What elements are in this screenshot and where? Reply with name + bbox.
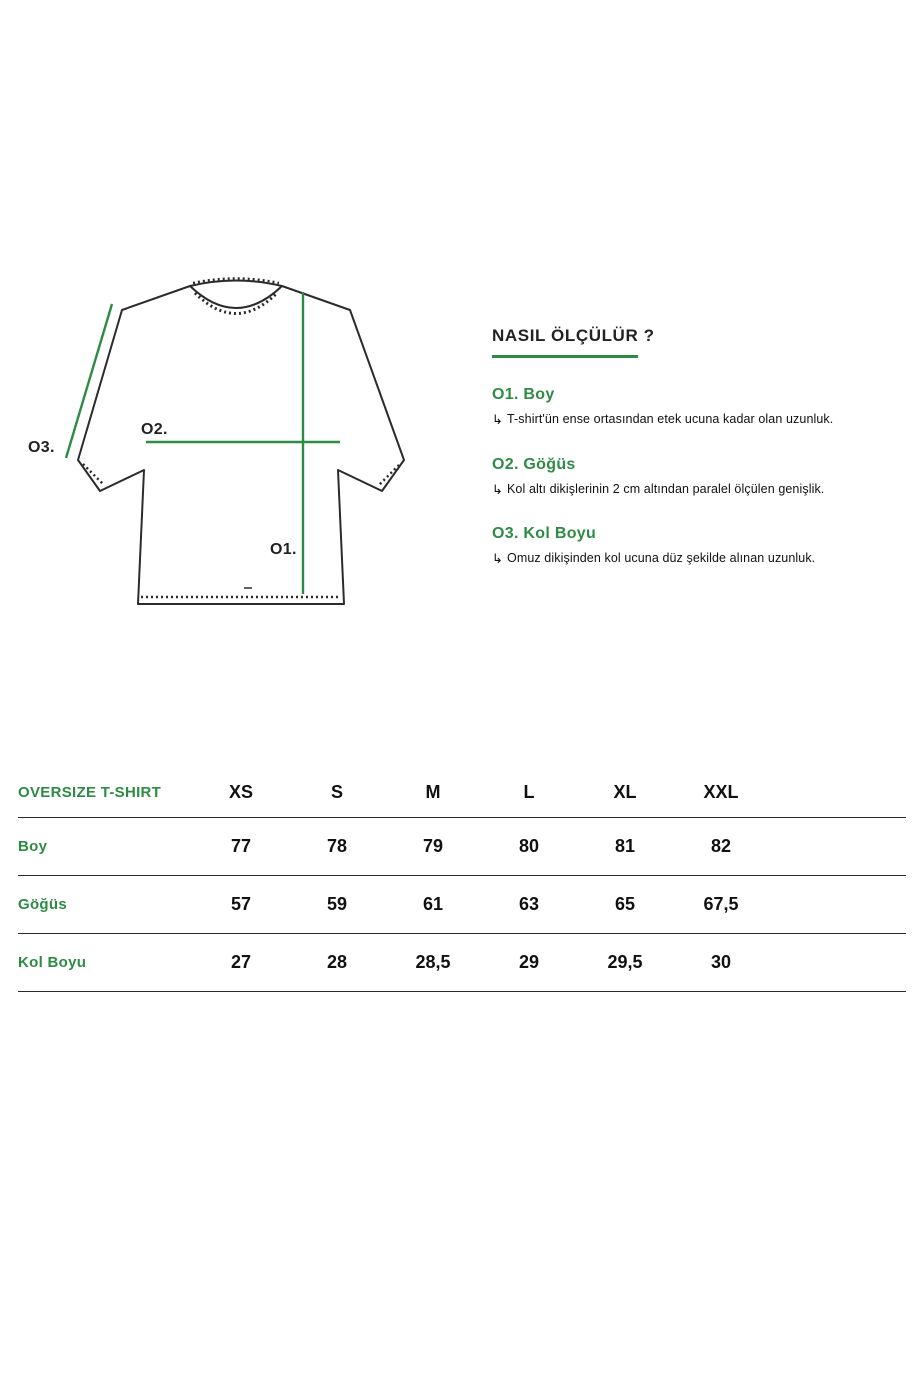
cell-value: 27 bbox=[230, 952, 252, 972]
cell-value: 65 bbox=[614, 894, 636, 914]
cell-value: 78 bbox=[326, 836, 348, 856]
measure-section-boy bbox=[492, 386, 892, 428]
size-header-xs: XS bbox=[228, 782, 253, 802]
cell-value: 79 bbox=[422, 836, 444, 856]
how-to-title: NASIL ÖLÇÜLÜR ? bbox=[492, 326, 655, 345]
measure-label-o1: O1. bbox=[270, 541, 297, 558]
cell-value: 77 bbox=[230, 836, 252, 856]
tshirt-measurement-diagram bbox=[20, 270, 440, 620]
measure-section-kol-boyu bbox=[492, 525, 892, 567]
size-header-xxl: XXL bbox=[703, 782, 739, 802]
cell-value: 29 bbox=[518, 952, 540, 972]
cell-value: 61 bbox=[422, 894, 444, 914]
measure-description-kol-boyu bbox=[492, 551, 892, 567]
size-header-s: S bbox=[330, 782, 343, 802]
measure-description-text: Kol altı dikişlerinin 2 cm altından paralel ölçülen genişlik. bbox=[507, 481, 825, 496]
cell-value: 29,5 bbox=[607, 952, 643, 972]
table-row-gogus bbox=[18, 876, 906, 934]
cell-value: 59 bbox=[326, 894, 348, 914]
row-label: Göğüs bbox=[18, 896, 67, 913]
return-arrow-icon: ↳ bbox=[492, 412, 503, 427]
size-table bbox=[18, 768, 906, 992]
how-to-measure-panel bbox=[492, 326, 892, 567]
row-label: Kol Boyu bbox=[18, 954, 87, 971]
cell-value: 57 bbox=[230, 894, 252, 914]
cell-value: 28,5 bbox=[415, 952, 451, 972]
cell-value: 30 bbox=[710, 952, 732, 972]
measure-description-text: Omuz dikişinden kol ucuna düz şekilde alınan uzunluk. bbox=[507, 551, 816, 566]
measure-description-boy bbox=[492, 412, 892, 428]
size-header-xl: XL bbox=[613, 782, 637, 802]
measure-heading-kol-boyu: O3. Kol Boyu bbox=[492, 525, 597, 543]
measure-heading-gogus: O2. Göğüs bbox=[492, 455, 576, 473]
tshirt-illustration bbox=[20, 270, 440, 620]
cell-value: 81 bbox=[614, 836, 636, 856]
measure-section-gogus bbox=[492, 456, 892, 498]
measure-description-text: T-shirt'ün ense ortasından etek ucuna kadar olan uzunluk. bbox=[507, 412, 834, 426]
title-underline bbox=[492, 355, 638, 358]
return-arrow-icon: ↳ bbox=[492, 481, 503, 497]
cell-value: 82 bbox=[710, 836, 732, 856]
cell-value: 80 bbox=[518, 836, 540, 856]
size-header-m: M bbox=[425, 782, 441, 802]
table-row-kol-boyu bbox=[18, 934, 906, 992]
measure-label-o2: O2. bbox=[141, 421, 168, 438]
measure-label-o3: O3. bbox=[28, 439, 55, 456]
return-arrow-icon: ↳ bbox=[492, 551, 503, 567]
product-name: OVERSIZE T-SHIRT bbox=[18, 784, 162, 801]
measure-heading-boy: O1. Boy bbox=[492, 386, 555, 403]
measure-description-gogus bbox=[492, 482, 892, 498]
size-table-header-row bbox=[18, 768, 906, 818]
row-label: Boy bbox=[18, 838, 48, 855]
cell-value: 67,5 bbox=[703, 894, 739, 914]
cell-value: 28 bbox=[326, 952, 348, 972]
cell-value: 63 bbox=[518, 894, 540, 914]
size-header-l: L bbox=[523, 782, 535, 802]
table-row-boy bbox=[18, 818, 906, 876]
